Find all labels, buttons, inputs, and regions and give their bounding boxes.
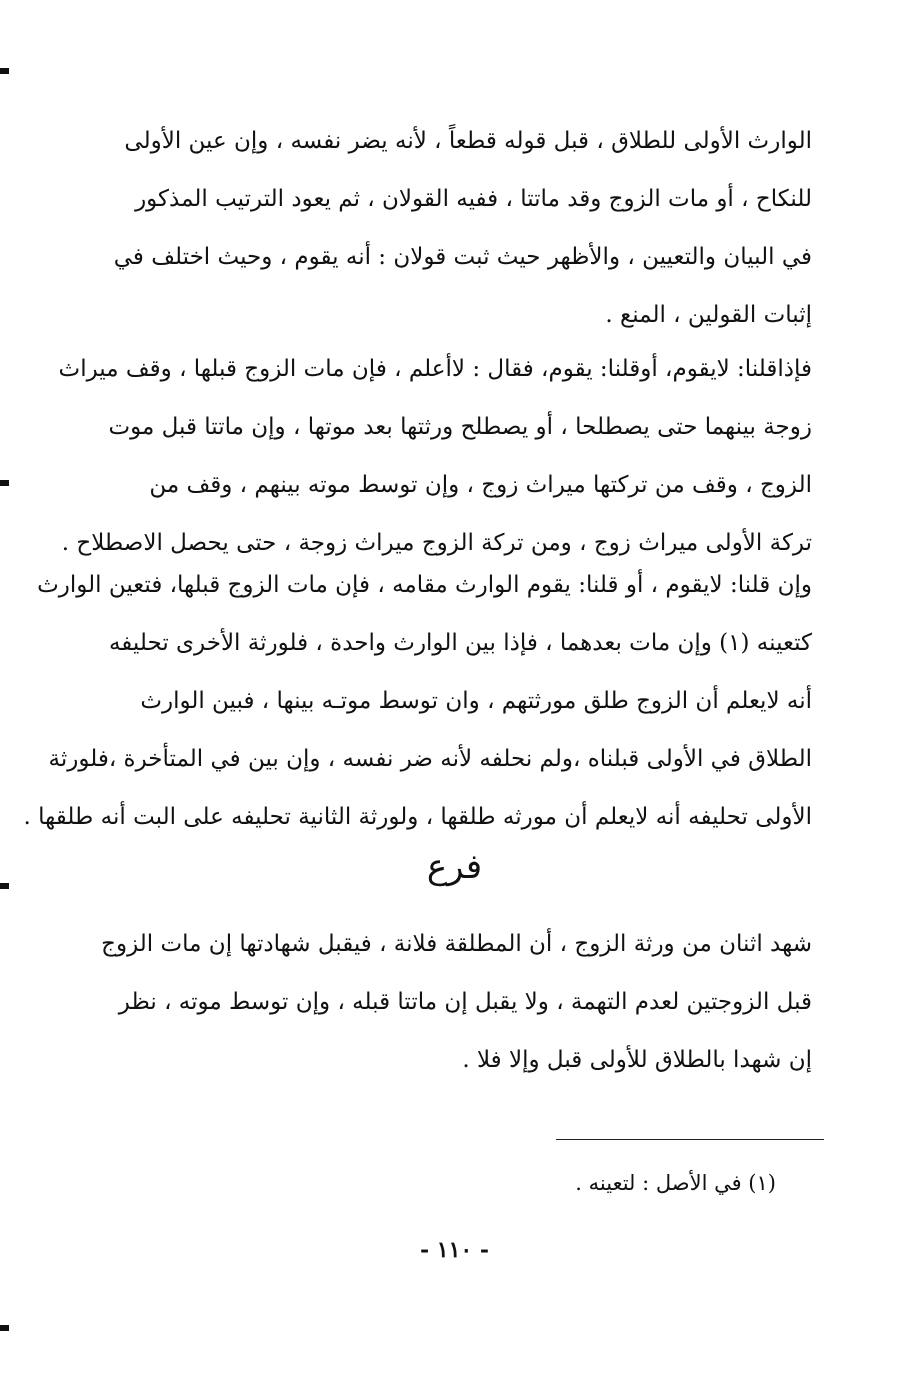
- text-line: تركة الأولى ميراث زوج ، ومن تركة الزوج ميراث زوجة ، حتى يحصل الاصطلاح .: [61, 530, 812, 556]
- paragraph-2: [58, 340, 812, 572]
- scan-edge-mark: [0, 1325, 9, 1331]
- page-number: - ١١٠ -: [419, 1237, 490, 1263]
- text-line: زوجة بينهما حتى يصطلحا ، أو يصطلح ورثتها بعد موتها ، وإن ماتتا قبل موت: [108, 414, 812, 440]
- text-line: الوارث الأولى للطلاق ، قبل قوله قطعاً ، لأنه يضر نفسه ، وإن عين الأولى: [124, 128, 812, 154]
- text-line: إثبات القولين ، المنع .: [605, 302, 812, 328]
- section-heading: فرع: [426, 847, 483, 887]
- text-line: كتعينه (١) وإن مات بعدهما ، فإذا بين الوارث واحدة ، فلورثة الأخرى تحليفه: [108, 630, 812, 656]
- text-line: قبل الزوجتين لعدم التهمة ، ولا يقبل إن ماتتا قبله ، وإن توسط موته ، نظر: [118, 989, 812, 1015]
- text-line: فإذاقلنا: لايقوم، أوقلنا: يقوم، فقال : لاأعلم ، فإن مات الزوج قبلها ، وقف ميراث: [58, 356, 812, 382]
- text-line: إن شهدا بالطلاق للأولى قبل وإلا فلا .: [462, 1047, 812, 1073]
- scan-edge-mark: [0, 68, 9, 74]
- paragraph-3: [23, 556, 812, 846]
- text-line: الزوج ، وقف من تركتها ميراث زوج ، وإن توسط موته بينهم ، وقف من: [149, 472, 812, 498]
- text-line: أنه لايعلم أن الزوج طلق مورثتهم ، وان توسط موتـه بينها ، فبين الوارث: [140, 688, 812, 714]
- footnote-divider: [556, 1139, 824, 1140]
- paragraph-1: [70, 112, 812, 344]
- text-line: في البيان والتعيين ، والأظهر حيث ثبت قولان : أنه يقوم ، وحيث اختلف في: [113, 244, 812, 270]
- text-line: شهد اثنان من ورثة الزوج ، أن المطلقة فلانة ، فيقبل شهادتها إن مات الزوج: [101, 931, 812, 957]
- paragraph-4: [70, 915, 812, 1089]
- text-line: الأولى تحليفه أنه لايعلم أن مورثه طلقها ، ولورثة الثانية تحليفه على البت أنه طلقها .: [23, 804, 812, 830]
- text-line: الطلاق في الأولى قبلناه ،ولم نحلفه لأنه ضر نفسه ، وإن بين في المتأخرة ،فلورثة: [48, 746, 812, 772]
- text-line: وإن قلنا: لايقوم ، أو قلنا: يقوم الوارث مقامه ، فإن مات الزوج قبلها، فتعين الوارث: [37, 572, 812, 598]
- footnote: (١) في الأصل : لتعينه .: [575, 1171, 776, 1195]
- scan-edge-mark: [0, 480, 9, 486]
- text-line: للنكاح ، أو مات الزوج وقد ماتتا ، ففيه القولان ، ثم يعود الترتيب المذكور: [135, 186, 812, 212]
